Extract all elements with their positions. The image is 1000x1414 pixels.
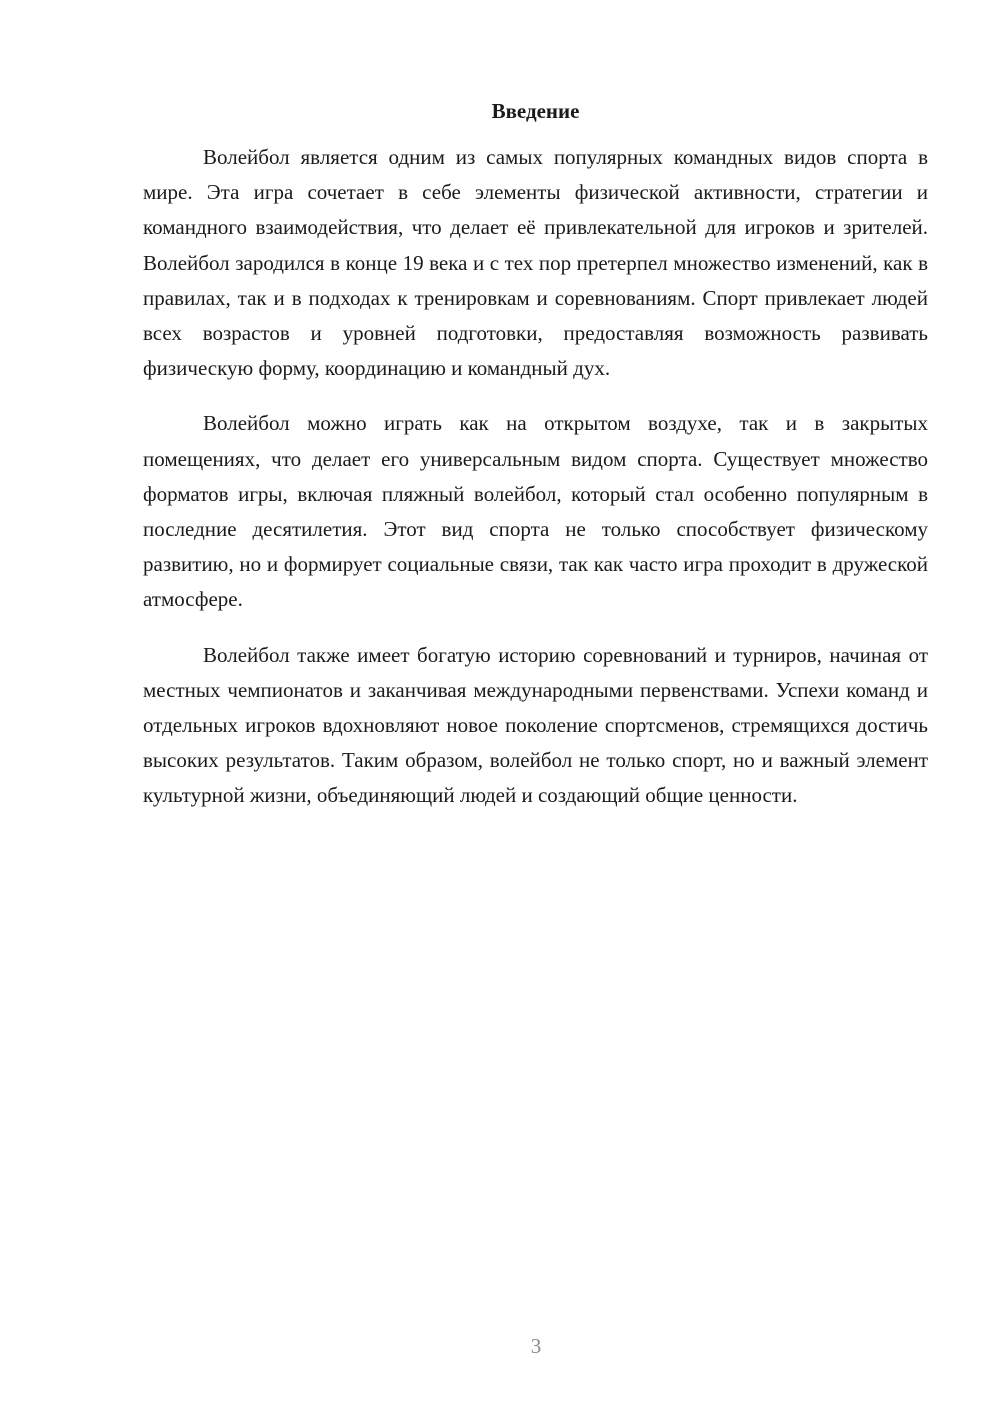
page-title: Введение [491,99,580,123]
page-number: 3 [530,1334,542,1358]
paragraph-1: Волейбол является одним из самых популярных командных видов спорта в мире. Эта игра сочетает в себе элементы физической активности, стратегии и командного взаимодействия, что делает её привлекательной для игроков и зрителей. Волейбол зародился в конце 19 века и с тех пор претерпел множество изменений, как в правилах, так и в подходах к тренировкам и соревнованиям. Спорт привлекает людей всех возрастов и уровней подготовки, предоставляя возможность развивать физическую форму, координацию и командный дух. [143,145,928,381]
paragraph-3: Волейбол также имеет богатую историю соревнований и турниров, начиная от местных чемпионатов и заканчивая международными первенствами. Успехи команд и отдельных игроков вдохновляют новое поколение спортсменов, стремящихся достичь высоких результатов. Таким образом, волейбол не только спорт, но и важный элемент культурной жизни, объединяющий людей и создающий общие ценности. [143,642,928,808]
document-page [143,96,928,834]
paragraph-2: Волейбол можно играть как на открытом воздухе, так и в закрытых помещениях, что делает его универсальным видом спорта. Существует множество форматов игры, включая пляжный волейбол, который стал особенно популярным в последние десятилетия. Этот вид спорта не только способствует физическому развитию, но и формирует социальные связи, так как часто игра проходит в дружеской атмосфере. [143,411,928,612]
